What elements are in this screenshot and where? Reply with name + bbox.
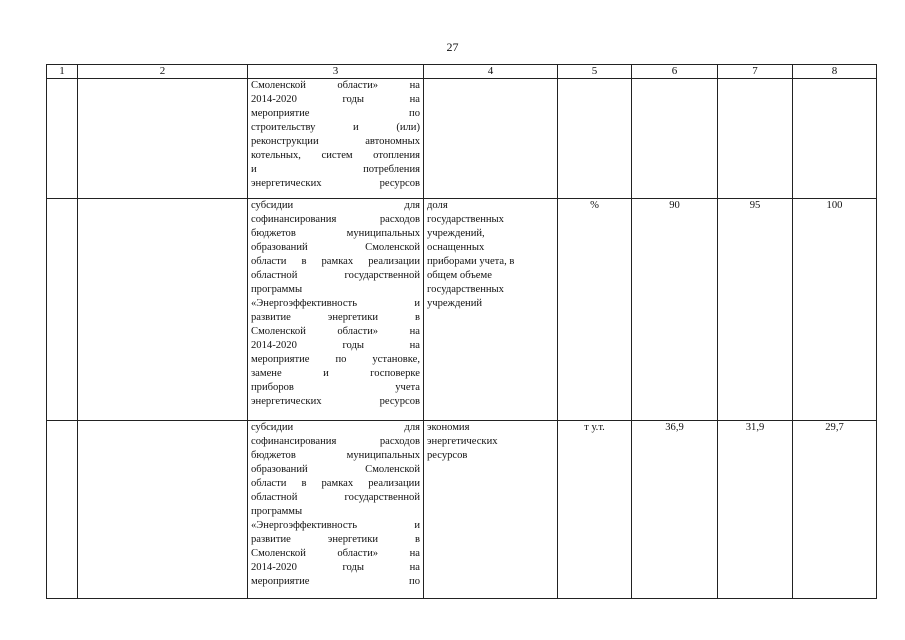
cell-indicator	[424, 79, 558, 199]
cell-text-line: Смоленской области» на	[251, 548, 420, 559]
cell-text-line: бюджетов муниципальных	[251, 450, 420, 461]
column-number: 6	[632, 65, 718, 79]
cell-text-line: Смоленской области» на	[251, 80, 420, 91]
cell-text-line: программы	[251, 506, 303, 517]
cell-value-year1	[632, 79, 718, 199]
cell-text-line: софинансирования расходов	[251, 214, 420, 225]
cell-value-year3: 29,7	[793, 421, 877, 599]
column-number: 3	[248, 65, 424, 79]
cell-text-line: доля	[427, 200, 448, 211]
cell-text-line: мероприятие по	[251, 108, 420, 119]
column-number: 7	[718, 65, 793, 79]
cell-text-line: реконструкции автономных	[251, 136, 420, 147]
cell-name	[78, 79, 248, 199]
cell-text-line: приборами учета, в	[427, 256, 515, 267]
cell-text-line: государственных	[427, 214, 504, 225]
cell-text-line: 2014-2020 годы на	[251, 562, 420, 573]
cell-name	[78, 199, 248, 421]
cell-text-line: котельных, систем отопления	[251, 150, 420, 161]
cell-text-line: программы	[251, 284, 303, 295]
cell-value-year2	[718, 79, 793, 199]
cell-text-line: и потребления	[251, 164, 420, 175]
cell-text-line: экономия	[427, 422, 470, 433]
cell-text-line: энергетических ресурсов	[251, 396, 420, 407]
cell-text-line: 2014-2020 годы на	[251, 340, 420, 351]
column-number: 1	[47, 65, 78, 79]
cell-text-line: областной государственной	[251, 270, 420, 281]
cell-text-line: «Энергоэффективность и	[251, 520, 420, 531]
table-row	[47, 79, 877, 199]
indicators-table	[46, 64, 877, 599]
cell-measure	[248, 79, 424, 199]
cell-text-line: субсидии для	[251, 422, 420, 433]
cell-text-line: строительству и (или)	[251, 122, 420, 133]
column-number: 2	[78, 65, 248, 79]
cell-indicator	[424, 421, 558, 599]
cell-text-line: государственных	[427, 284, 504, 295]
cell-text-line: ресурсов	[427, 450, 468, 461]
cell-number	[47, 199, 78, 421]
cell-text-line: бюджетов муниципальных	[251, 228, 420, 239]
cell-text-line: энергетических	[427, 436, 498, 447]
cell-text-line: «Энергоэффективность и	[251, 298, 420, 309]
cell-text-line: мероприятие по	[251, 576, 420, 587]
cell-text-line: учреждений	[427, 298, 483, 309]
cell-text-line: общем объеме	[427, 270, 492, 281]
cell-text-line: софинансирования расходов	[251, 436, 420, 447]
cell-measure	[248, 421, 424, 599]
cell-text-line: мероприятие по установке,	[251, 354, 420, 365]
cell-value-year3	[793, 79, 877, 199]
cell-text-line: оснащенных	[427, 242, 485, 253]
cell-text-line: энергетических ресурсов	[251, 178, 420, 189]
column-numbers-row	[47, 65, 877, 79]
cell-value-year1: 36,9	[632, 421, 718, 599]
cell-value-year3: 100	[793, 199, 877, 421]
cell-measure	[248, 199, 424, 421]
cell-text-line: областной государственной	[251, 492, 420, 503]
cell-unit	[558, 79, 632, 199]
cell-name	[78, 421, 248, 599]
cell-unit: %	[558, 199, 632, 421]
cell-text-line: образований Смоленской	[251, 464, 420, 475]
cell-text-line: Смоленской области» на	[251, 326, 420, 337]
cell-value-year2: 31,9	[718, 421, 793, 599]
table-row	[47, 421, 877, 599]
cell-text-line: образований Смоленской	[251, 242, 420, 253]
cell-number	[47, 421, 78, 599]
cell-unit: т у.т.	[558, 421, 632, 599]
cell-text-line: развитие энергетики в	[251, 534, 420, 545]
cell-indicator	[424, 199, 558, 421]
cell-text-line: области в рамках реализации	[251, 478, 420, 489]
cell-text-line: 2014-2020 годы на	[251, 94, 420, 105]
cell-value-year1: 90	[632, 199, 718, 421]
cell-text-line: развитие энергетики в	[251, 312, 420, 323]
cell-value-year2: 95	[718, 199, 793, 421]
column-number: 8	[793, 65, 877, 79]
cell-text-line: учреждений,	[427, 228, 485, 239]
column-number: 4	[424, 65, 558, 79]
cell-text-line: замене и госповерке	[251, 368, 420, 379]
table-row	[47, 199, 877, 421]
cell-text-line: приборов учета	[251, 382, 420, 393]
page-number: 27	[446, 40, 459, 54]
cell-text-line: области в рамках реализации	[251, 256, 420, 267]
cell-text-line: субсидии для	[251, 200, 420, 211]
column-number: 5	[558, 65, 632, 79]
cell-number	[47, 79, 78, 199]
